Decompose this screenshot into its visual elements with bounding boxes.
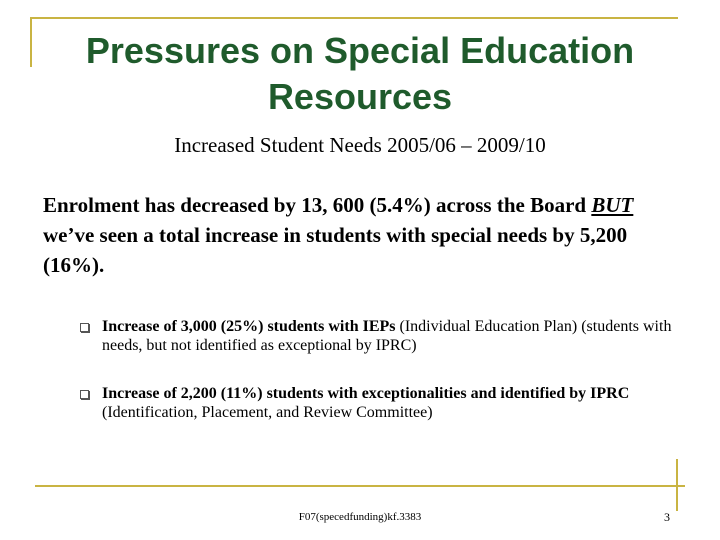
title-line-2: Resources	[267, 76, 453, 117]
frame-line-left	[30, 17, 32, 67]
title-line-1: Pressures on Special Education	[85, 30, 635, 71]
bullet-text	[102, 384, 672, 422]
frame-line-top	[30, 17, 678, 19]
footer-text: F07(specedfunding)kf.3383	[298, 511, 422, 523]
page-number: 3	[664, 510, 670, 524]
square-bullet-icon	[80, 390, 89, 399]
intro-text-part1: Enrolment has decreased by 13, 600 (5.4%) across the Board	[43, 193, 592, 217]
square-bullet-icon	[80, 323, 89, 332]
bullet-bold-text: Increase of 3,000 (25%) students with IEPs	[102, 318, 396, 335]
bullet-detail-text: (Individual Education Plan) (students with needs, but not identified as exceptional by IPRC)	[102, 318, 672, 354]
frame-line-right	[676, 459, 678, 511]
bullet-detail-text: (Identification, Placement, and Review Committee)	[102, 404, 433, 421]
intro-text-part2: we’ve seen a total increase in students with special needs by 5,200 (16%).	[43, 223, 628, 277]
slide-title	[40, 28, 680, 120]
frame-line-bottom	[35, 485, 685, 487]
intro-paragraph	[43, 190, 663, 280]
bullet-bold-text: Increase of 2,200 (11%) students with exceptionalities and identified by IPRC	[102, 385, 630, 402]
slide-subtitle: Increased Student Needs 2005/06 – 2009/10	[174, 133, 546, 157]
bullet-text	[102, 317, 672, 355]
intro-emphasis: BUT	[591, 193, 634, 217]
